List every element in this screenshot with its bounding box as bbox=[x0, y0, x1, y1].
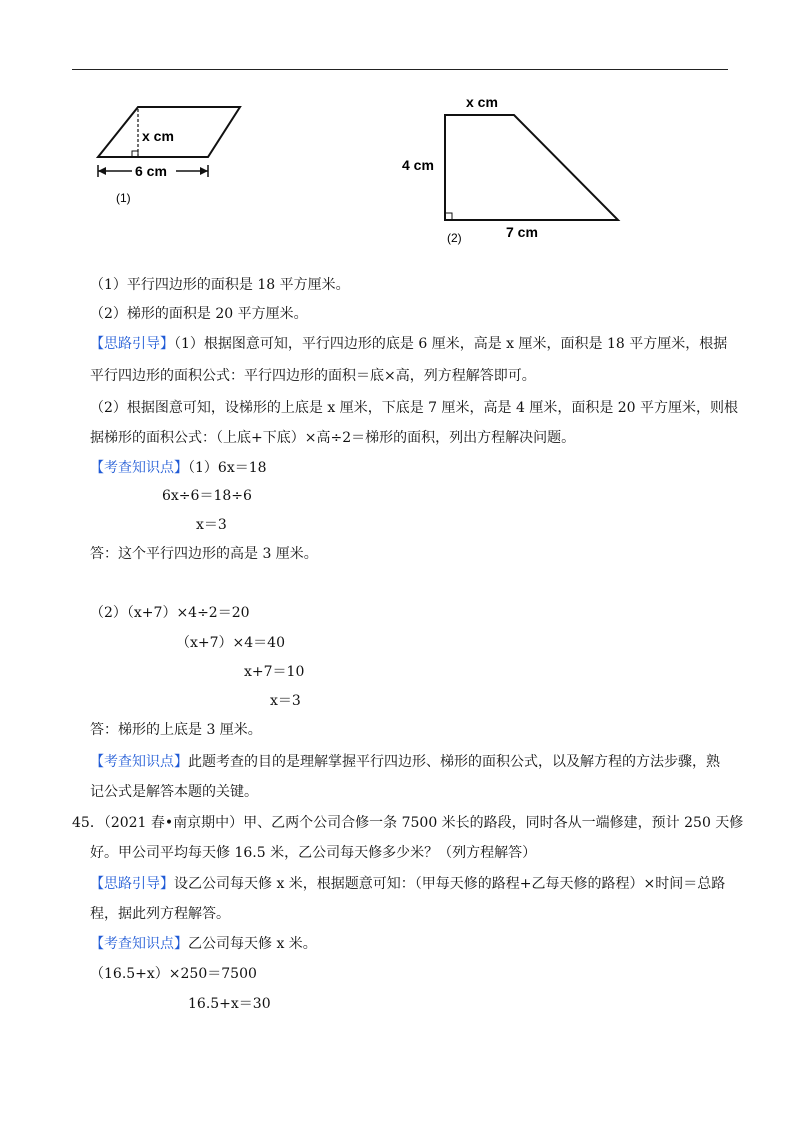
hint-1-line-1 bbox=[90, 334, 727, 354]
figure-caption: (2) bbox=[447, 231, 462, 245]
hint-1-line-2: 平行四边形的面积公式：平行四边形的面积＝底×高，列方程解答即可。 bbox=[90, 368, 536, 384]
summary-text: 此题考查的目的是理解掌握平行四边形、梯形的面积公式，以及解方程的方法步骤，熟 bbox=[188, 754, 720, 770]
knowledge-tag: 【考查知识点】 bbox=[90, 936, 188, 952]
question-45-hint-line-2: 程，据此列方程解答。 bbox=[90, 906, 230, 922]
solution-1-step-1: 6x÷6＝18÷6 bbox=[162, 488, 252, 504]
summary-line-1 bbox=[90, 752, 720, 772]
hint-1-text: （1）根据图意可知，平行四边形的底是 6 厘米，高是 x 厘米，面积是 18 平方厘米，根据 bbox=[174, 336, 728, 352]
hint-2-line-2: 据梯形的面积公式：（上底+下底）×高÷2＝梯形的面积，列出方程解决问题。 bbox=[90, 430, 576, 446]
question-45-step-2: 16.5+x＝30 bbox=[188, 996, 271, 1012]
question-45-line-1: 45．（2021 春•南京期中）甲、乙两个公司合修一条 7500 米长的路段，同时各从一端修建，预计 250 天修 bbox=[72, 815, 744, 831]
right-angle-mark bbox=[445, 213, 452, 220]
knowledge-tag: 【考查知识点】 bbox=[90, 460, 188, 476]
trapezoid-figure bbox=[396, 88, 636, 248]
parallelogram-figure bbox=[88, 95, 278, 210]
solution-2-step-1: （2）（x+7）×4÷2＝20 bbox=[90, 605, 250, 621]
answer-1: （1）平行四边形的面积是 18 平方厘米。 bbox=[90, 277, 350, 293]
solution-2-answer: 答：梯形的上底是 3 厘米。 bbox=[90, 722, 262, 738]
height-label: x cm bbox=[142, 128, 174, 144]
hint-2-line-1: （2）根据图意可知，设梯形的上底是 x 厘米，下底是 7 厘米，高是 4 厘米，面积是 20 平方厘米，则根 bbox=[90, 400, 739, 416]
question-45-hint-text: 设乙公司每天修 x 米，根据题意可知：（甲每天修的路程+乙每天修的路程）×时间＝总路 bbox=[174, 876, 726, 892]
solution-1-answer: 答：这个平行四边形的高是 3 厘米。 bbox=[90, 546, 318, 562]
question-45-step-1: （16.5+x）×250＝7500 bbox=[90, 966, 257, 982]
figure-caption: (1) bbox=[116, 191, 131, 205]
question-45-line-2: 好。甲公司平均每天修 16.5 米，乙公司每天修多少米？（列方程解答） bbox=[90, 845, 537, 861]
question-45-knowledge bbox=[90, 934, 317, 954]
question-45-knowledge-text: 乙公司每天修 x 米。 bbox=[188, 936, 317, 952]
question-45-hint-line-1 bbox=[90, 874, 725, 894]
top-label: x cm bbox=[466, 94, 498, 110]
answer-2: （2）梯形的面积是 20 平方厘米。 bbox=[90, 306, 308, 322]
summary-line-2: 记公式是解答本题的关键。 bbox=[90, 784, 258, 800]
header-rule bbox=[72, 69, 728, 70]
base-label: 6 cm bbox=[135, 163, 167, 179]
hint-tag: 【思路引导】 bbox=[90, 876, 174, 892]
solution-2-step-4: x＝3 bbox=[270, 693, 301, 709]
solution-1-eq: （1）6x＝18 bbox=[188, 460, 267, 476]
solution-2-step-2: （x+7）×4＝40 bbox=[176, 635, 285, 651]
hint-tag: 【思路引导】 bbox=[90, 336, 174, 352]
height-label: 4 cm bbox=[402, 157, 434, 173]
bottom-label: 7 cm bbox=[506, 224, 538, 240]
knowledge-tag: 【考查知识点】 bbox=[90, 754, 188, 770]
solution-2-step-3: x+7＝10 bbox=[244, 664, 305, 680]
trapezoid-shape bbox=[445, 115, 618, 220]
solution-1-first bbox=[90, 458, 267, 478]
solution-1-step-2: x＝3 bbox=[196, 517, 227, 533]
